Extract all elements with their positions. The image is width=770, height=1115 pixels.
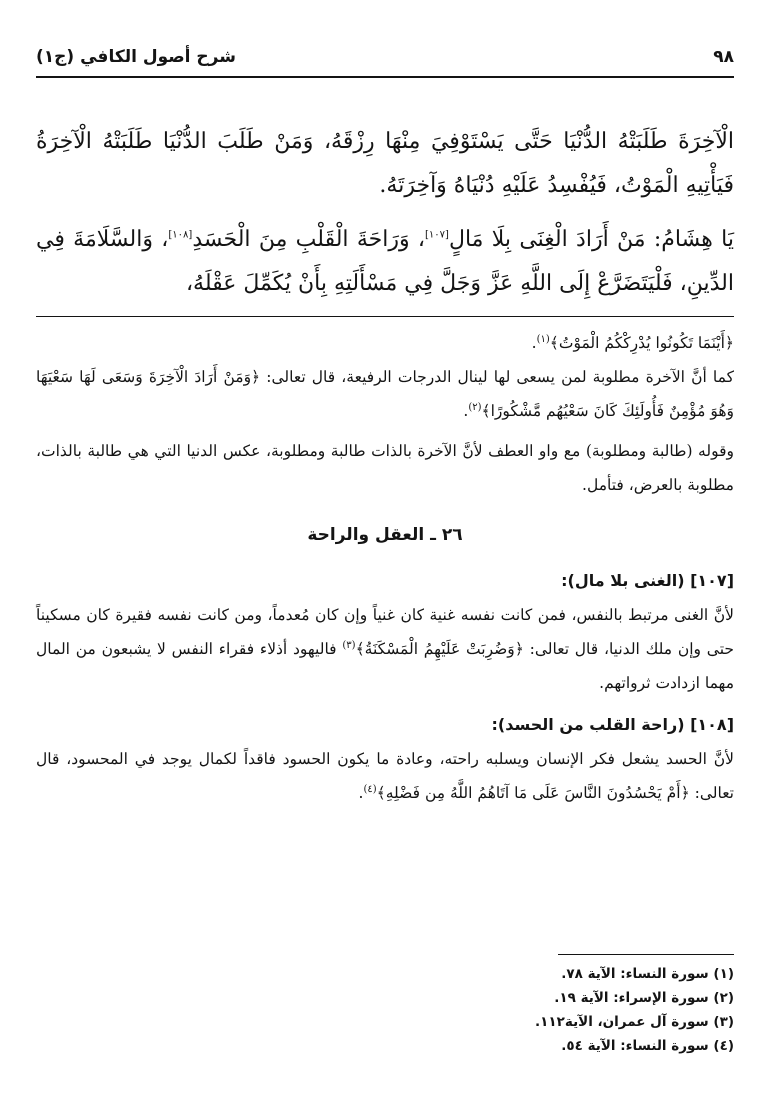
page-header <box>36 40 734 74</box>
header-rule <box>36 76 734 78</box>
page-number: ٩٨ <box>713 47 734 67</box>
footnote-1: (١) سورة النساء: الآية ٧٨. <box>561 966 734 982</box>
ref-108-marker: [١٠٨] <box>168 229 193 241</box>
entry-107-heading: [١٠٧] (الغنى بلا مال): <box>561 571 734 590</box>
main-p2-part1: يَا هِشَامُ: مَنْ أَرَادَ الْغِنَى بِلَا مَالٍ <box>448 227 734 252</box>
ref-107-marker: [١٠٧] <box>425 229 449 241</box>
main-p2-part2: ، وَرَاحَةَ الْقَلْبِ مِنَ الْحَسَدِ <box>192 227 426 252</box>
entry-108-text: لأنَّ الحسد يشعل فكر الإنسان ويسلبه راحته، وعادة ما يكون الحسود فاقداً لكمال يوجد في المحسود، قال تعالى: ﴿أَمْ يَحْسُدُونَ النَّاسَ عَلَى مَا آتَاهُمُ اللَّهُ مِن فَضْلِهِ﴾$^{(٤)}$. <box>36 750 734 802</box>
verse-4: ﴿أَمْ يَحْسُدُونَ النَّاسَ عَلَى مَا آتَاهُمُ اللَّهُ مِن فَضْلِهِ﴾ <box>376 784 690 802</box>
footnotes <box>36 962 734 1058</box>
verse-1-line: ﴿أَيْنَمَا تَكُونُوا يُدْرِكْكُمُ الْمَوْتُ﴾$^{(١)}$. <box>531 333 734 352</box>
section-title: ٢٦ ـ العقل والراحة <box>307 525 463 545</box>
commentary <box>36 326 734 810</box>
main-text <box>36 120 734 306</box>
verse-2-footnote-marker: (٢) <box>468 401 482 413</box>
verse-3-footnote-marker: (٣) <box>342 639 356 651</box>
footnote-2: (٢) سورة الإسراء: الآية ١٩. <box>554 990 734 1006</box>
main-p2-part3: ، وَالسَّلَامَةَ فِي الدِّينِ، فَلْيَتَضَرَّعْ إِلَى اللَّهِ عَزَّ وَجَلَّ فِي مَسْأَلَتِهِ بِأَنْ يُكَمِّلَ عَقْلَهُ، <box>36 227 734 296</box>
commentary-rule <box>36 316 734 317</box>
footnote-rule <box>558 954 734 955</box>
main-line-1: الْآخِرَةَ طَلَبَتْهُ الدُّنْيَا حَتَّى يَسْتَوْفِيَ مِنْهَا رِزْقَهُ، وَمَنْ طَلَبَ الدُّنْيَا طَلَبَتْهُ الْآخِرَةُ <box>36 129 734 154</box>
commentary-para-2: وقوله (طالبة ومطلوبة) مع واو العطف لأنَّ الآخرة بالذات طالبة ومطلوبة، عكس الدنيا التي هي طالبة بالذات، مطلوبة بالعرض، فتأمل. <box>36 442 734 494</box>
verse-2: ﴿وَمَنْ أَرَادَ الْآخِرَةَ وَسَعَى لَهَا سَعْيَهَا وَهُوَ مُؤْمِنٌ فَأُولَئِكَ كَانَ سَعْيُهُم مَّشْكُورًا﴾ <box>36 368 734 420</box>
verse-1: ﴿أَيْنَمَا تَكُونُوا يُدْرِكْكُمُ الْمَوْتُ﴾ <box>549 334 734 352</box>
entry-107-text: لأنَّ الغنى مرتبط بالنفس، فمن كانت نفسه غنية كان غنياً وإن كان مُعدماً، ومن كانت نفسه فقيرة كان مسكيناً حتى وإن ملك الدنيا، قال تعالى: ﴿وَضُرِبَتْ عَلَيْهِمُ الْمَسْكَنَةُ﴾$^{(٣)}$ فاليهود أذلاء فقراء النفس لا يشبعون من المال مهما ازدادت ثرواتهم. <box>36 606 734 692</box>
verse-3: ﴿وَضُرِبَتْ عَلَيْهِمُ الْمَسْكَنَةُ﴾ <box>355 640 524 658</box>
book-title: شرح أصول الكافي (ج١) <box>36 47 236 67</box>
footnote-4: (٤) سورة النساء: الآية ٥٤. <box>561 1038 734 1054</box>
entry-108-heading: [١٠٨] (راحة القلب من الحسد): <box>491 715 734 734</box>
commentary-para-1: كما أنَّ الآخرة مطلوبة لمن يسعى لها لينال الدرجات الرفيعة، قال تعالى: ﴿وَمَنْ أَرَادَ الْآخِرَةَ وَسَعَى لَهَا سَعْيَهَا وَهُوَ مُؤْمِنٌ فَأُولَئِكَ كَانَ سَعْيُهُم مَّشْكُورًا﴾$^{(٢)}$. <box>36 368 734 420</box>
verse-4-footnote-marker: (٤) <box>363 783 377 795</box>
main-line-2: فَيَأْتِيهِ الْمَوْتُ، فَيُفْسِدُ عَلَيْهِ دُنْيَاهُ وَآخِرَتَهُ. <box>379 173 734 198</box>
main-paragraph-2 <box>36 218 734 306</box>
verse-1-footnote-marker: (١) <box>536 333 550 345</box>
footnote-3: (٣) سورة آل عمران، الآية١١٢. <box>535 1014 734 1030</box>
